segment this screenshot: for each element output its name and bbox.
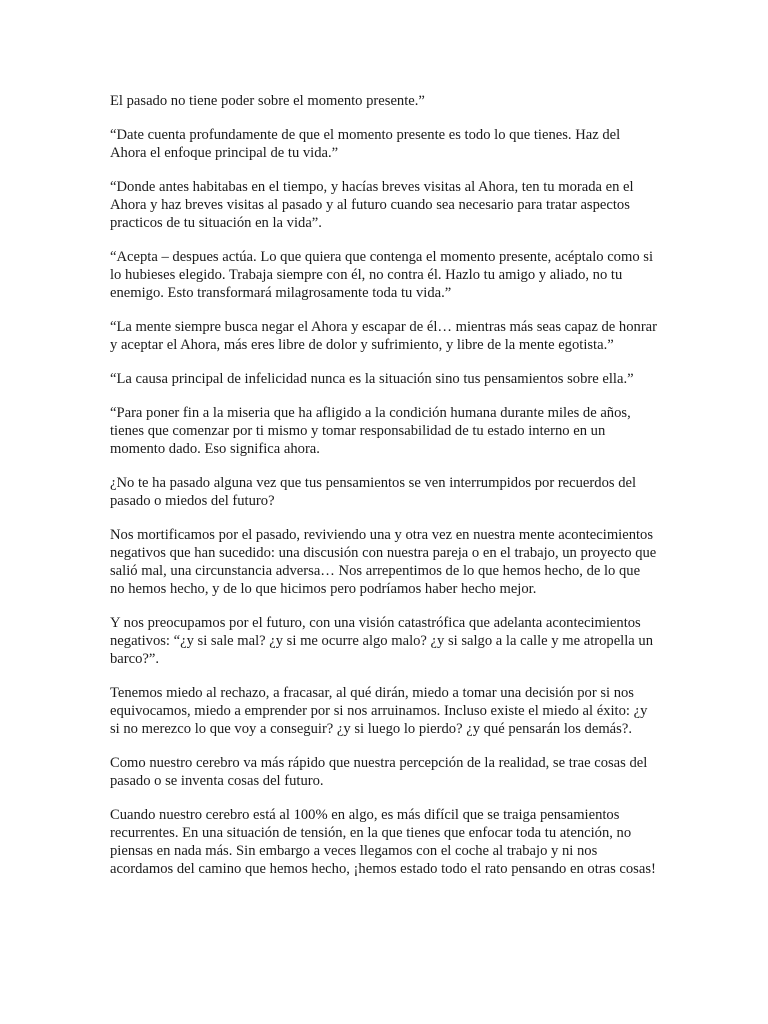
paragraph: “Date cuenta profundamente de que el momento presente es todo lo que tienes. Haz del Ahora el enfoque principal de tu vida.” <box>110 127 621 161</box>
paragraph: Nos mortificamos por el pasado, reviviendo una y otra vez en nuestra mente acontecimientos negativos que han sucedido: una discusión con nuestra pareja o en el trabajo, un proyecto que salió mal, una circunstancia adversa… Nos arrepentimos de lo que hemos hecho, de lo que no hemos hecho, y de lo que hicimos pero podríamos haber hecho mejor. <box>110 527 657 597</box>
paragraph: “La causa principal de infelicidad nunca es la situación sino tus pensamientos sobre ella.” <box>110 371 634 387</box>
paragraph: El pasado no tiene poder sobre el momento presente.” <box>110 93 425 109</box>
paragraph: “Acepta – despues actúa. Lo que quiera que contenga el momento presente, acéptalo como si lo hubieses elegido. Trabaja siempre con él, no contra él. Hazlo tu amigo y aliado, no tu enemigo. Esto transformará milagrosamente toda tu vida.” <box>110 249 653 301</box>
document-body <box>110 92 658 894</box>
paragraph: Tenemos miedo al rechazo, a fracasar, al qué dirán, miedo a tomar una decisión por si nos equivocamos, miedo a emprender por si nos arruinamos. Incluso existe el miedo al éxito: ¿y si no merezco lo que voy a conseguir? ¿y si luego lo pierdo? ¿y qué pensarán los demás?. <box>110 685 648 737</box>
paragraph: “Donde antes habitabas en el tiempo, y hacías breves visitas al Ahora, ten tu morada en el Ahora y haz breves visitas al pasado y al futuro cuando sea necesario para tratar aspectos practicos de tu situación en la vida”. <box>110 179 634 231</box>
paragraph: ¿No te ha pasado alguna vez que tus pensamientos se ven interrumpidos por recuerdos del pasado o miedos del futuro? <box>110 475 637 509</box>
paragraph: Cuando nuestro cerebro está al 100% en algo, es más difícil que se traiga pensamientos recurrentes. En una situación de tensión, en la que tienes que enfocar toda tu atención, no piensas en nada más. Sin embargo a veces llegamos con el coche al trabajo y ni nos acordamos del camino que hemos hecho, ¡hemos estado todo el rato pensando en otras cosas! <box>110 807 656 877</box>
paragraph: “Para poner fin a la miseria que ha afligido a la condición humana durante miles de años, tienes que comenzar por ti mismo y tomar responsabilidad de tu estado interno en un momento dado. Eso significa ahora. <box>110 405 631 457</box>
paragraph: “La mente siempre busca negar el Ahora y escapar de él… mientras más seas capaz de honrar y aceptar el Ahora, más eres libre de dolor y sufrimiento, y libre de la mente egotista.” <box>110 319 658 353</box>
paragraph: Como nuestro cerebro va más rápido que nuestra percepción de la realidad, se trae cosas del pasado o se inventa cosas del futuro. <box>110 755 648 789</box>
paragraph: Y nos preocupamos por el futuro, con una visión catastrófica que adelanta acontecimientos negativos: “¿y si sale mal? ¿y si me ocurre algo malo? ¿y si salgo a la calle y me atropella un barco?”. <box>110 615 654 667</box>
